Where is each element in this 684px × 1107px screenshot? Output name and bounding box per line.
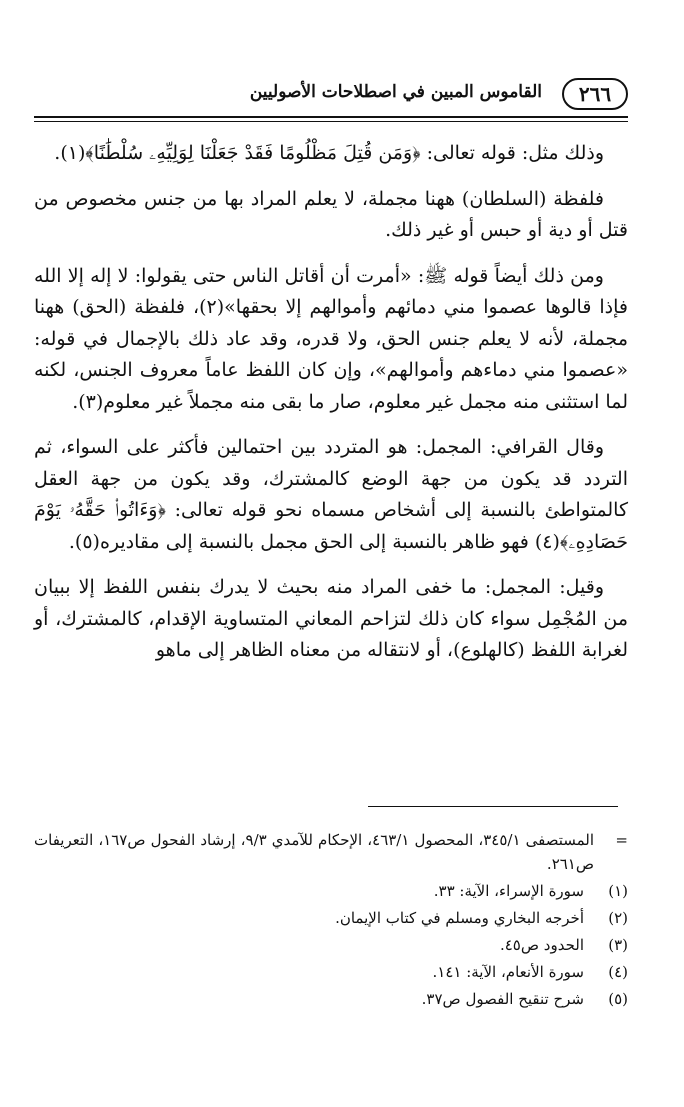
- footnote-continuation: [34, 828, 628, 876]
- footnote-text: سورة الأنعام، الآية: ١٤١.: [432, 963, 584, 981]
- paragraph-hadith: ومن ذلك أيضاً قوله ﷺ: «أمرت أن أقاتل الناس حتى يقولوا: لا إله إلا الله فإذا قالوها عصموا مني دمائهم وأموالهم إلا بحقها»(٢)، فلفظة (الحق) ههنا مجملة، لأنه لا يعلم جنس الحق، ولا قدره، وقد عاد ذلك بالإجمال في قوله: «عصموا مني دماءهم وأموالهم»، وإن كان اللفظ عاماً معروف الجنس، لكنه لما استثنى منه مجمل غير معلوم، صار ما بقى منه مجملاً غير معلوم(٣).: [34, 264, 628, 413]
- footnote-item: [34, 879, 628, 903]
- continuation-mark: =: [615, 831, 628, 849]
- footnotes: [34, 828, 628, 1011]
- header-rule: [34, 116, 628, 118]
- footnote-number: (٤): [608, 963, 628, 981]
- footnote-number: (٢): [608, 909, 628, 927]
- footnote-separator: [368, 806, 618, 807]
- footnote-text: الحدود ص٤٥.: [499, 936, 584, 954]
- footnote-item: [34, 933, 628, 957]
- paragraph-sultan: فلفظة (السلطان) ههنا مجملة، لا يعلم المراد بها من جنس مخصوص من قتل أو دية أو حبس أو غير ذلك.: [34, 187, 628, 241]
- footnote-text: سورة الإسراء، الآية: ٣٣.: [433, 882, 584, 900]
- footnote-item: [34, 906, 628, 930]
- paragraph-qarafi: وقال القرافي: المجمل: هو المتردد بين احتمالين فأكثر على السواء، ثم التردد قد يكون من جهة الوضع كالمشترك، وقد يكون من جهة العقل كالمتواطئ بالنسبة إلى أشخاص مسماه نحو قوله تعالى: ﴿وَءَاتُوا۟ حَقَّهُۥ يَوْمَ حَصَادِهِۦ﴾(٤) فهو ظاهر بالنسبة إلى الحق مجمل بالنسبة إلى مقاديره(٥).: [34, 436, 628, 553]
- page-header: [34, 72, 628, 116]
- footnote-continuation-text: المستصفى ٣٤٥/١، المحصول ٤٦٣/١، الإحكام للآمدي ٩/٣، إرشاد الفحول ص١٦٧، التعريفات ص٢٦١.: [34, 831, 595, 873]
- footnote-number: (٣): [608, 936, 628, 954]
- page-number: ٢٦٦: [562, 78, 628, 110]
- main-text: [34, 138, 628, 681]
- footnote-number: (١): [608, 882, 628, 900]
- footnote-item: [34, 960, 628, 984]
- header-rule-thin: [34, 121, 628, 122]
- running-title: القاموس المبين في اصطلاحات الأصوليين: [249, 82, 542, 102]
- footnote-number: (٥): [608, 990, 628, 1008]
- paragraph-definition: وقيل: المجمل: ما خفى المراد منه بحيث لا يدرك بنفس اللفظ إلا ببيان من المُجْمِل سواء كان ذلك لتزاحم المعاني المتساوية الإقدام، كالمشترك، أو لغرابة اللفظ (كالهلوع)، أو لانتقاله من معناه الظاهر إلى ماهو: [34, 576, 628, 661]
- footnote-text: أخرجه البخاري ومسلم في كتاب الإيمان.: [335, 909, 584, 927]
- paragraph-quran-example: وذلك مثل: قوله تعالى: ﴿وَمَن قُتِلَ مَظْلُومًا فَقَدْ جَعَلْنَا لِوَلِيِّهِۦ سُلْطَٰنًا﴾(١).: [54, 142, 604, 164]
- footnote-item: [34, 987, 628, 1011]
- footnote-text: شرح تنقيح الفصول ص٣٧.: [421, 990, 584, 1008]
